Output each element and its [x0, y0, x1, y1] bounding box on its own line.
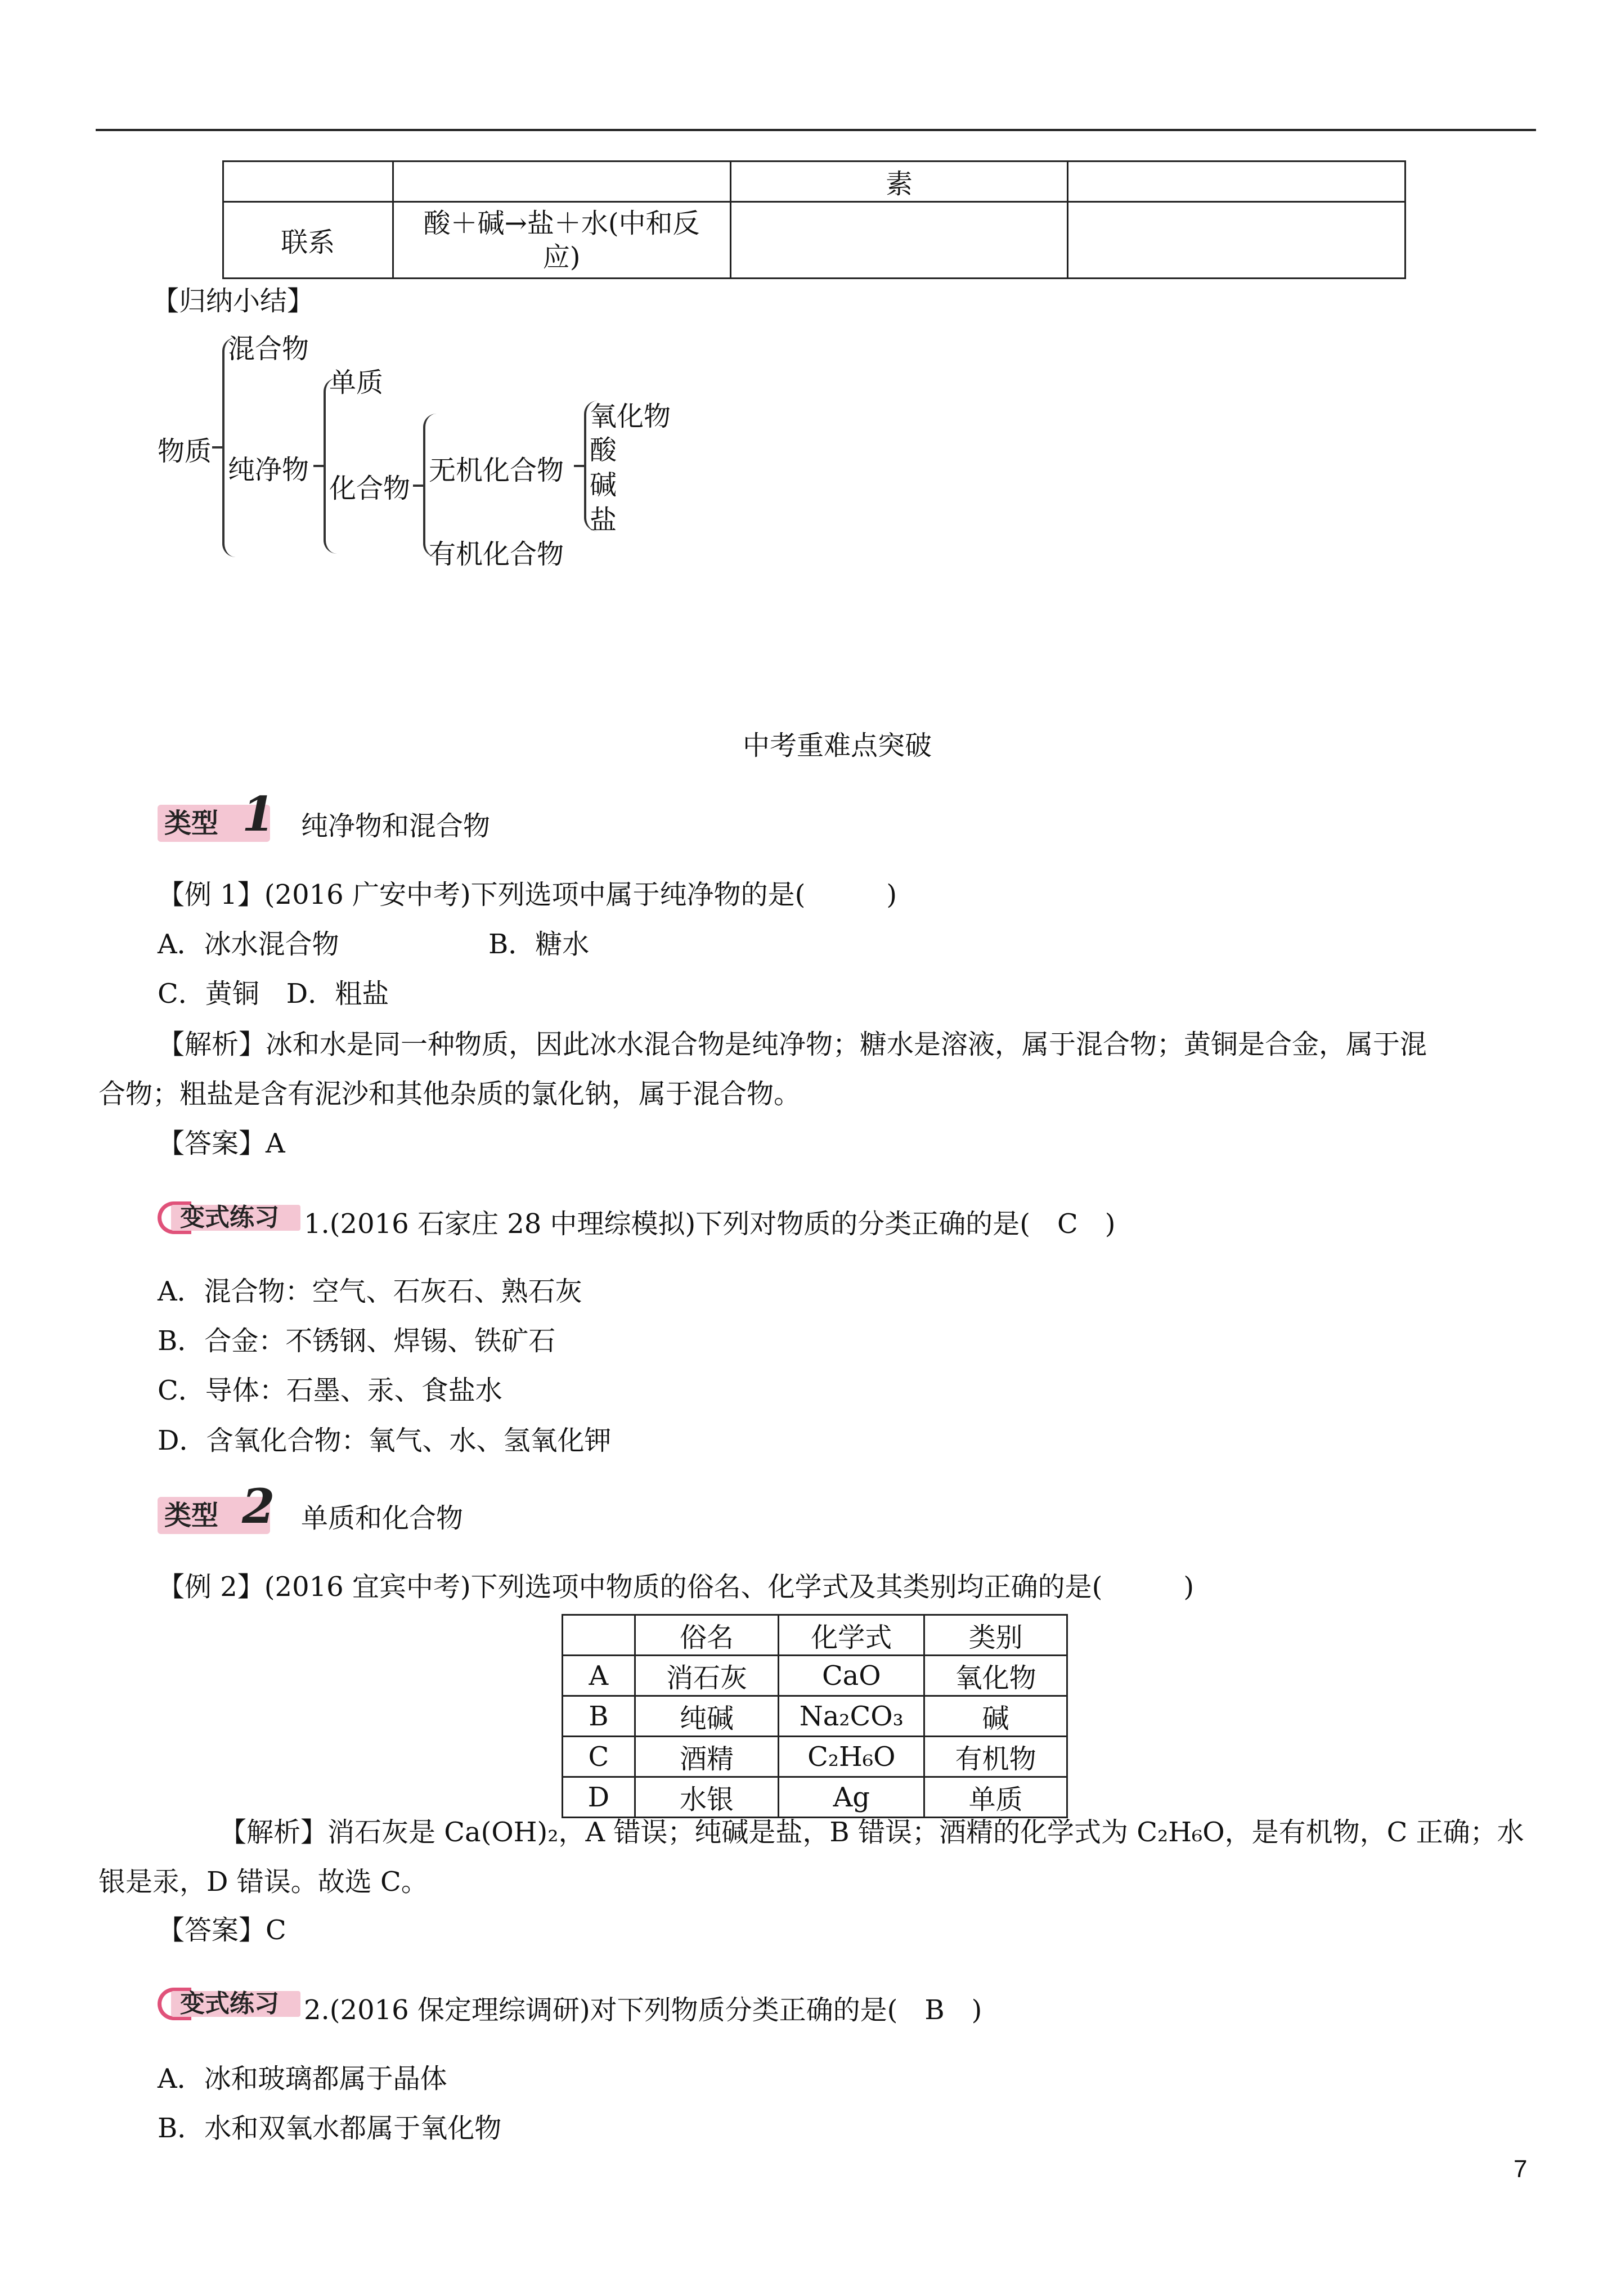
practice-question: 2.(2016 保定理综调研)对下列物质分类正确的是( B ) [304, 1994, 982, 2026]
page-number: 7 [1514, 2155, 1528, 2183]
comparison-table [222, 160, 1406, 279]
table-cell: CaO [779, 1656, 924, 1696]
tree-acid: 酸 [590, 434, 617, 466]
tree-organic: 有机化合物 [429, 539, 564, 570]
tree-mixture: 混合物 [228, 333, 309, 365]
option-cd: C．黄铜 D．粗盐 [158, 978, 389, 1010]
table-cell: 有机物 [924, 1737, 1067, 1777]
table-cell: Na₂CO₃ [779, 1696, 924, 1737]
tree-element: 单质 [329, 367, 384, 398]
type-title: 纯净物和混合物 [301, 810, 491, 842]
table-header-cell: 化学式 [779, 1615, 924, 1656]
table-cell: C₂H₆O [779, 1737, 924, 1777]
header-rule [96, 129, 1536, 131]
answer: 【答案】C [158, 1914, 286, 1946]
table-cell: 酸＋碱→盐＋水(中和反应) [393, 202, 730, 279]
practice-badge-label: 变式练习 [180, 1989, 279, 2018]
substance-table [562, 1614, 1068, 1818]
section-title: 中考重难点突破 [743, 730, 932, 761]
table-cell: 纯碱 [635, 1696, 779, 1737]
analysis-line: 【解析】消石灰是 Ca(OH)₂，A 错误；纯碱是盐，B 错误；酒精的化学式为 C₂H₆O，是有机物，C 正确；水 [219, 1817, 1524, 1848]
example-question: 【例 1】(2016 广安中考)下列选项中属于纯净物的是( ) [158, 879, 897, 911]
option-a: A．冰水混合物 [158, 929, 339, 960]
tree-base: 碱 [590, 469, 617, 501]
answer: 【答案】A [158, 1128, 285, 1159]
practice-option: C．导体：石墨、汞、食盐水 [158, 1375, 502, 1406]
type-title: 单质和化合物 [301, 1503, 464, 1534]
option-b: B．糖水 [488, 929, 590, 960]
analysis-line: 【解析】冰和水是同一种物质，因此冰水混合物是纯净物；糖水是溶液，属于混合物；黄铜是合金，属于混 [158, 1029, 1427, 1060]
tree-root: 物质 [158, 436, 212, 467]
brace [222, 338, 236, 557]
practice-option: B．合金：不锈钢、焊锡、铁矿石 [158, 1325, 556, 1357]
type-badge-number: 1 [242, 786, 275, 842]
table-cell: 碱 [924, 1696, 1067, 1737]
practice-badge [158, 1201, 304, 1234]
tree-oxide: 氧化物 [590, 401, 671, 432]
practice-option: D．含氧化合物：氧气、水、氢氧化钾 [158, 1425, 612, 1456]
table-cell: A [563, 1656, 635, 1696]
table-cell: C [563, 1737, 635, 1777]
table-cell: 氧化物 [924, 1656, 1067, 1696]
table-cell: Ag [779, 1777, 924, 1818]
summary-heading: 【归纳小结】 [152, 285, 315, 317]
practice-option: B．水和双氧水都属于氧化物 [158, 2113, 502, 2144]
practice-badge-label: 变式练习 [180, 1203, 279, 1232]
table-cell [730, 202, 1068, 279]
table-cell [223, 162, 393, 202]
table-cell: 酒精 [635, 1737, 779, 1777]
table-cell [1068, 162, 1406, 202]
practice-question: 1.(2016 石家庄 28 中理综模拟)下列对物质的分类正确的是( C ) [304, 1208, 1116, 1240]
type-badge-number: 2 [242, 1478, 275, 1534]
tree-salt: 盐 [590, 504, 617, 536]
table-cell-label: 联系 [223, 202, 393, 279]
tree-compound: 化合物 [329, 473, 411, 504]
table-cell [1068, 202, 1406, 279]
table-cell: B [563, 1696, 635, 1737]
brace [324, 378, 337, 554]
tree-inorganic: 无机化合物 [429, 455, 564, 486]
table-header-cell: 类别 [924, 1615, 1067, 1656]
table-cell: 消石灰 [635, 1656, 779, 1696]
table-cell: 水银 [635, 1777, 779, 1818]
tree-pure: 纯净物 [228, 454, 309, 486]
table-header-cell [563, 1615, 635, 1656]
type-badge-label: 类型 [164, 1500, 219, 1531]
practice-badge [158, 1988, 304, 2020]
table-cell: 单质 [924, 1777, 1067, 1818]
analysis-line: 合物；粗盐是含有泥沙和其他杂质的氯化钠，属于混合物。 [98, 1078, 801, 1110]
type-badge-label: 类型 [164, 808, 219, 839]
practice-option: A．冰和玻璃都属于晶体 [158, 2063, 447, 2095]
example-question: 【例 2】(2016 宜宾中考)下列选项中物质的俗名、化学式及其类别均正确的是( ) [158, 1571, 1195, 1603]
table-cell [393, 162, 730, 202]
table-header-cell: 俗名 [635, 1615, 779, 1656]
table-cell: 素 [730, 162, 1068, 202]
practice-option: A．混合物：空气、石灰石、熟石灰 [158, 1276, 582, 1307]
analysis-line: 银是汞，D 错误。故选 C。 [98, 1866, 428, 1898]
table-cell: D [563, 1777, 635, 1818]
